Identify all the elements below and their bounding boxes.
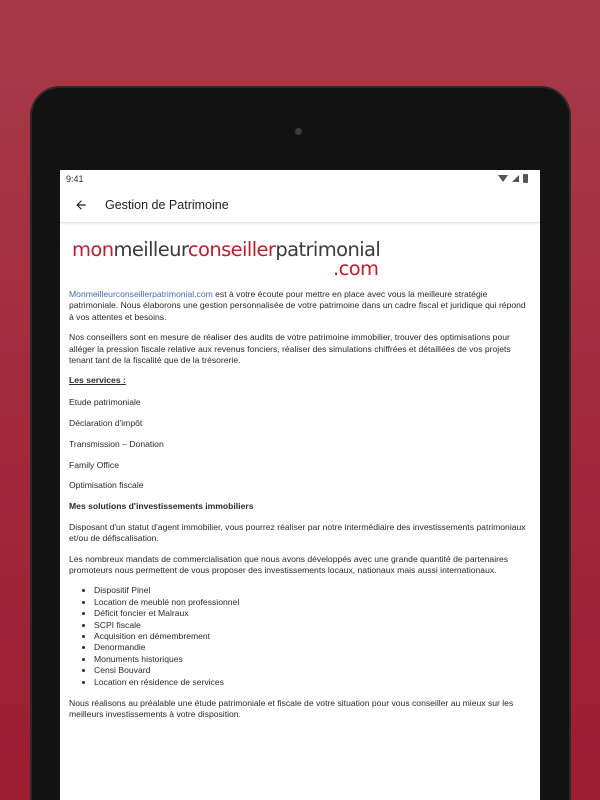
list-item: • Acquisition en démembrement	[94, 631, 530, 642]
list-item: • Monuments historiques	[94, 654, 530, 665]
brand-logo-suffix: .com	[333, 257, 379, 280]
service-item: Optimisation fiscale	[69, 480, 144, 491]
investments-title: Mes solutions d'investissements immobiliers	[69, 501, 254, 512]
list-item: • Location de meublé non professionnel	[94, 597, 530, 608]
camera-icon	[295, 128, 302, 135]
service-item: Transmission – Donation	[69, 438, 164, 449]
wifi-icon	[498, 175, 508, 182]
list-item: • Censi Bouvard	[94, 665, 530, 676]
intro-paragraph: Monmeilleurconseillerpatrimonial.com est à votre écoute pour mettre en place avec vous la meilleure stratégie patrimoniale. Nous élaborons une gestion personnalisée de votre patrimoine dans un cadre fiscal et juridique qui répond à vos attentes et besoins.	[69, 289, 526, 322]
status-time: 9:41	[66, 173, 84, 184]
page-content	[60, 223, 540, 721]
list-item: • Déficit foncier et Malraux	[94, 608, 530, 619]
mandates-paragraph: Les nombreux mandats de commercialisation que nous avons développés avec une grande quantité de partenaires promoteurs nous permettent de vous proposer des investissements locaux, nationaux mais aussi internationaux.	[69, 553, 509, 575]
brand-logo: monmeilleurconseillerpatrimonial	[72, 238, 381, 261]
signal-icon	[512, 175, 519, 182]
website-link[interactable]: Monmeilleurconseillerpatrimonial.com	[69, 289, 213, 299]
battery-icon	[523, 174, 528, 183]
services-title: Les services :	[69, 375, 126, 386]
page-title: Gestion de Patrimoine	[105, 197, 229, 212]
list-item: • Denormandie	[94, 642, 530, 653]
list-item: • Dispositif Pinel	[94, 585, 530, 596]
list-item: • SCPI fiscale	[94, 620, 530, 631]
status-bar	[60, 170, 540, 187]
status-icons	[498, 174, 528, 183]
list-item: • Location en résidence de services	[94, 677, 530, 688]
closing-paragraph: Nous réalisons au préalable une étude patrimoniale et fiscale de votre situation pour vous conseiller au mieux sur les meilleurs investissements à votre disposition.	[69, 698, 514, 720]
device-screen	[60, 170, 540, 800]
arrow-left-icon	[74, 198, 88, 212]
audit-paragraph: Nos conseillers sont en mesure de réaliser des audits de votre patrimoine immobilier, trouver des optimisations pour alléger la pression fiscale relative aux revenus fonciers, réaliser des simulations chiffrées et détaillées de vos projets tenant tant de la fiscalité que de la trésorerie.	[69, 332, 511, 366]
service-item: Family Office	[69, 459, 119, 470]
back-button[interactable]	[68, 192, 94, 218]
agent-paragraph: Disposant d'un statut d'agent immobilier, vous pourrez réaliser par notre intermédiaire des investissements patrimoniaux et/ou de défiscalisation.	[69, 521, 526, 544]
service-item: Déclaration d'impôt	[69, 417, 143, 428]
app-bar	[60, 187, 540, 223]
service-item: Etude patrimoniale	[69, 396, 141, 407]
investment-list	[69, 585, 530, 688]
